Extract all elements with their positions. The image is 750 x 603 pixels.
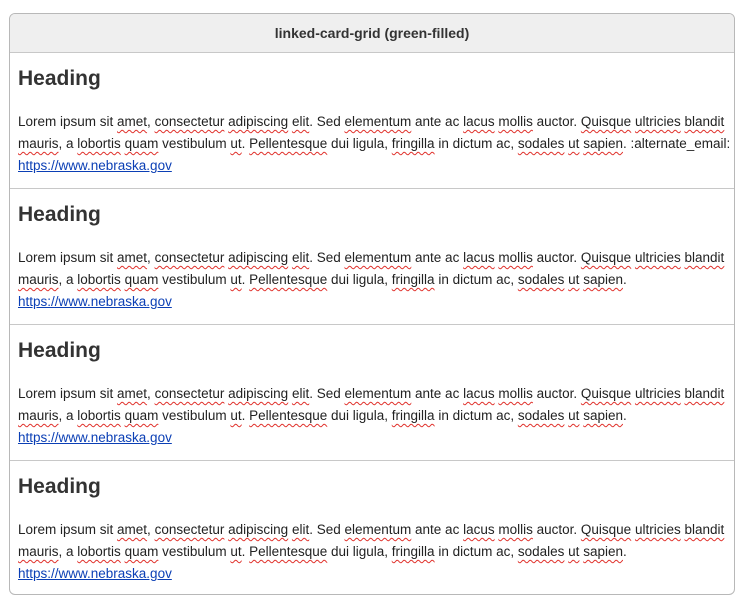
misspelled-word: Quisque: [580, 250, 632, 265]
misspelled-word: amet: [117, 522, 148, 537]
misspelled-word: elementum: [344, 114, 412, 129]
text-segment: vestibulum: [158, 136, 231, 151]
text-segment: ,: [147, 386, 155, 401]
misspelled-word: ultricies: [634, 114, 681, 129]
text-segment: auctor.: [532, 386, 581, 401]
text-segment: .: [241, 272, 250, 287]
card-3: [10, 325, 734, 461]
text-segment: vestibulum: [158, 408, 231, 423]
card-body: [18, 383, 726, 427]
text-segment: .: [622, 272, 627, 287]
card-4: [10, 461, 734, 595]
card-2: [10, 189, 734, 325]
text-segment: dui ligula,: [327, 544, 392, 559]
card-heading: Heading: [18, 475, 101, 498]
misspelled-word: amet: [117, 250, 148, 265]
card-body-line-2: [18, 269, 726, 291]
misspelled-word: Quisque: [580, 386, 632, 401]
card-heading: Heading: [18, 203, 101, 226]
card-heading: Heading: [18, 339, 101, 362]
misspelled-word: elementum: [344, 250, 412, 265]
misspelled-word: ut: [230, 544, 242, 559]
card-body: [18, 111, 731, 155]
text-segment: , a: [58, 544, 78, 559]
misspelled-word: sapien: [583, 136, 623, 151]
text-segment: .: [241, 408, 250, 423]
misspelled-word: sodales: [517, 544, 565, 559]
misspelled-word: consectetur: [154, 250, 225, 265]
misspelled-word: ultricies: [634, 522, 681, 537]
misspelled-word: quam: [124, 544, 159, 559]
card-body: [18, 247, 726, 291]
text-segment: ante ac: [411, 114, 464, 129]
misspelled-word: lacus: [463, 522, 495, 537]
misspelled-word: consectetur: [154, 386, 225, 401]
misspelled-word: mauris: [18, 136, 59, 151]
card-body-line-2: [18, 541, 726, 563]
misspelled-word: mauris: [18, 408, 59, 423]
misspelled-word: sapien: [583, 544, 623, 559]
text-segment: . Sed: [309, 522, 345, 537]
card-heading: Heading: [18, 67, 101, 90]
text-segment: auctor.: [532, 114, 581, 129]
misspelled-word: adipiscing: [228, 386, 289, 401]
text-segment: in dictum ac,: [434, 272, 518, 287]
misspelled-word: amet: [117, 386, 148, 401]
misspelled-word: fringilla: [391, 272, 435, 287]
text-segment: Lorem ipsum sit: [18, 522, 118, 537]
misspelled-word: sapien: [583, 408, 623, 423]
misspelled-word: mauris: [18, 544, 59, 559]
card-body: [18, 519, 726, 563]
text-segment: ,: [147, 250, 155, 265]
text-segment: .: [241, 544, 250, 559]
misspelled-word: ut: [568, 544, 580, 559]
misspelled-word: quam: [124, 136, 159, 151]
misspelled-word: adipiscing: [228, 250, 289, 265]
text-segment: auctor.: [532, 250, 581, 265]
card-body-line-1: [18, 247, 726, 269]
text-segment: in dictum ac,: [434, 136, 518, 151]
misspelled-word: fringilla: [391, 408, 435, 423]
misspelled-word: mollis: [498, 386, 533, 401]
misspelled-word: mauris: [18, 272, 59, 287]
misspelled-word: Pellentesque: [249, 136, 328, 151]
text-segment: Lorem ipsum sit: [18, 250, 118, 265]
misspelled-word: ultricies: [634, 250, 681, 265]
misspelled-word: lobortis: [77, 272, 121, 287]
misspelled-word: Quisque: [580, 522, 632, 537]
text-segment: ,: [147, 114, 155, 129]
text-segment: ,: [147, 522, 155, 537]
misspelled-word: blandit: [684, 114, 725, 129]
text-segment: ante ac: [411, 386, 464, 401]
misspelled-word: sodales: [517, 408, 565, 423]
misspelled-word: ut: [568, 136, 580, 151]
card-body-line-1: [18, 111, 726, 133]
misspelled-word: blandit: [684, 386, 725, 401]
misspelled-word: elit: [291, 386, 310, 401]
misspelled-word: fringilla: [391, 136, 435, 151]
text-segment: vestibulum: [158, 544, 231, 559]
text-segment: .: [622, 544, 627, 559]
misspelled-word: elit: [291, 250, 310, 265]
text-segment: , a: [58, 272, 78, 287]
linked-card-grid-frame: [9, 13, 735, 595]
text-segment: in dictum ac,: [434, 408, 518, 423]
misspelled-word: elementum: [344, 386, 412, 401]
misspelled-word: ultricies: [634, 386, 681, 401]
text-segment: ante ac: [411, 522, 464, 537]
misspelled-word: Pellentesque: [249, 544, 328, 559]
misspelled-word: sapien: [583, 272, 623, 287]
card-link[interactable]: https://www.nebraska.gov: [18, 158, 172, 173]
text-segment: . Sed: [309, 114, 345, 129]
misspelled-word: Quisque: [580, 114, 632, 129]
misspelled-word: ut: [230, 408, 242, 423]
card-body-line-1: [18, 519, 726, 541]
misspelled-word: sodales: [517, 272, 565, 287]
text-segment: in dictum ac,: [434, 544, 518, 559]
misspelled-word: mollis: [498, 522, 533, 537]
misspelled-word: sodales: [517, 136, 565, 151]
card-link[interactable]: https://www.nebraska.gov: [18, 430, 172, 445]
misspelled-word: ut: [568, 272, 580, 287]
misspelled-word: lobortis: [77, 136, 121, 151]
misspelled-word: quam: [124, 408, 159, 423]
text-segment: dui ligula,: [327, 408, 392, 423]
misspelled-word: adipiscing: [228, 522, 289, 537]
frame-title: linked-card-grid (green-filled): [10, 14, 734, 53]
text-segment: Lorem ipsum sit: [18, 114, 118, 129]
text-segment: auctor.: [532, 522, 581, 537]
misspelled-word: mollis: [498, 250, 533, 265]
text-segment: .: [622, 408, 627, 423]
misspelled-word: lacus: [463, 114, 495, 129]
text-segment: . Sed: [309, 250, 345, 265]
misspelled-word: consectetur: [154, 522, 225, 537]
misspelled-word: quam: [124, 272, 159, 287]
card-1: [10, 53, 734, 189]
card-body-line-2: [18, 133, 731, 155]
misspelled-word: lacus: [463, 386, 495, 401]
card-body-line-1: [18, 383, 726, 405]
misspelled-word: elementum: [344, 522, 412, 537]
misspelled-word: ut: [568, 408, 580, 423]
text-segment: . :alternate_email:: [622, 136, 731, 151]
card-body-line-2: [18, 405, 726, 427]
misspelled-word: ut: [230, 272, 242, 287]
misspelled-word: fringilla: [391, 544, 435, 559]
misspelled-word: blandit: [684, 522, 725, 537]
text-segment: ante ac: [411, 250, 464, 265]
misspelled-word: lobortis: [77, 408, 121, 423]
misspelled-word: ut: [230, 136, 242, 151]
text-segment: dui ligula,: [327, 272, 392, 287]
text-segment: .: [241, 136, 250, 151]
text-segment: , a: [58, 136, 78, 151]
misspelled-word: mollis: [498, 114, 533, 129]
misspelled-word: elit: [291, 522, 310, 537]
card-link[interactable]: https://www.nebraska.gov: [18, 294, 172, 309]
card-link[interactable]: https://www.nebraska.gov: [18, 566, 172, 581]
misspelled-word: amet: [117, 114, 148, 129]
text-segment: Lorem ipsum sit: [18, 386, 118, 401]
misspelled-word: adipiscing: [228, 114, 289, 129]
misspelled-word: lacus: [463, 250, 495, 265]
misspelled-word: blandit: [684, 250, 725, 265]
misspelled-word: Pellentesque: [249, 272, 328, 287]
misspelled-word: consectetur: [154, 114, 225, 129]
text-segment: , a: [58, 408, 78, 423]
text-segment: . Sed: [309, 386, 345, 401]
misspelled-word: elit: [291, 114, 310, 129]
text-segment: dui ligula,: [327, 136, 392, 151]
misspelled-word: lobortis: [77, 544, 121, 559]
misspelled-word: Pellentesque: [249, 408, 328, 423]
text-segment: vestibulum: [158, 272, 231, 287]
